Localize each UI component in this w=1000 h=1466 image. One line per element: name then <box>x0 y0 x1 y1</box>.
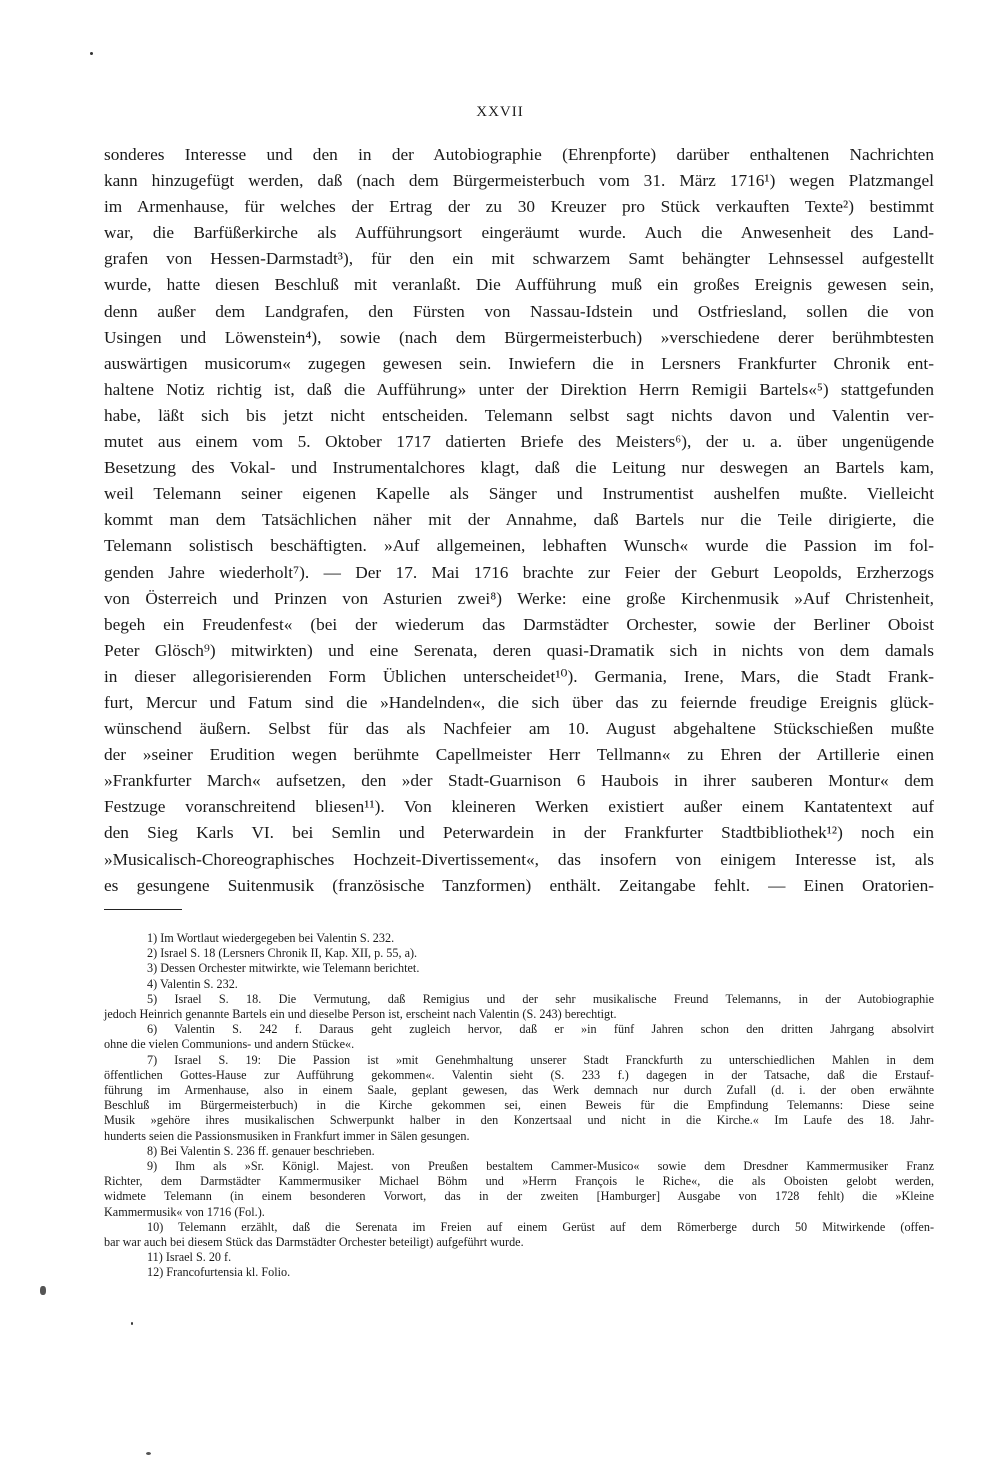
footnote <box>104 961 934 976</box>
body-line: »Musicalisch-Choreographisches Hochzeit-Divertissement«, das insofern von einigem Interesse ist, als <box>104 849 934 869</box>
body-line: wünschend äußern. Selbst für das als Nachfeier am 10. August abgehaltene Stückschießen mußte <box>104 719 934 739</box>
body-line: Telemann solistisch beschäftigten. »Auf allgemeinen, lebhaften Wunsch« wurde die Passion im fol- <box>104 536 934 556</box>
body-line: haltene Notiz richtig ist, daß die Aufführung» unter der Direktion Herrn Remigii Bartels«⁵) stattgefunden <box>104 379 934 399</box>
footnote <box>104 946 934 961</box>
body-line: es gesungene Suitenmusik (französische Tanzformen) enthält. Zeitangabe fehlt. — Einen Oratorien- <box>104 875 934 895</box>
body-text <box>104 142 934 899</box>
scan-speck <box>90 52 93 55</box>
footnote-line: führung im Armenhause, also in einem Saale, geplant gewesen, das Werk demnach nur durch Zufall (d. i. der oben erwähnte <box>104 1083 934 1098</box>
footnote-line: 2) Israel S. 18 (Lersners Chronik II, Kap. XII, p. 55, a). <box>147 946 418 961</box>
body-line: mutet aus einem vom 5. Oktober 1717 datierten Briefe des Meisters⁶), der u. a. über ungenügende <box>104 432 934 452</box>
footnote <box>104 1053 934 1144</box>
body-line: begeh ein Freudenfest« (bei der wiederum das Darmstädter Orchester, sowie der Berliner Oboist <box>104 614 934 634</box>
body-line: der »seiner Erudition wegen berühmte Capellmeister Herr Tellmann« zu Ehren der Artillerie einen <box>104 745 934 765</box>
footnote-line: bar war auch bei diesem Stück das Darmstädter Orchester beteiligt) aufgeführt wurde. <box>104 1235 524 1250</box>
body-line: habe, läßt sich bis jetzt nicht entscheiden. Telemann selbst sagt nichts davon und Valentin ver- <box>104 405 934 425</box>
scan-speck <box>146 1452 151 1455</box>
footnote-line: 8) Bei Valentin S. 236 ff. genauer beschrieben. <box>147 1143 375 1158</box>
footnote <box>104 977 934 992</box>
footnote-line: ohne die vielen Communions- und andern Stücke«. <box>104 1037 355 1052</box>
footnote-line: 1) Im Wortlaut wiedergegeben bei Valentin S. 232. <box>147 931 395 945</box>
footnote-line: 11) Israel S. 20 f. <box>147 1250 232 1265</box>
body-line: Peter Glösch⁹) mitwirkten) und eine Serenata, deren quasi-Dramatik sich in nichts von dem damals <box>104 640 934 660</box>
body-line: Festzuge voranschreitend bliesen¹¹). Von kleineren Werken existiert außer einem Kantatentext auf <box>104 797 934 817</box>
footnote-line: Beschluß im Bürgermeisterbuch) in die Kirche gekommen sei, einen Beweis für die Empfindung Telemanns: Diese seine <box>104 1098 934 1113</box>
body-line: genden Jahre wiederholt⁷). — Der 17. Mai 1716 brachte zur Feier der Geburt Leopolds, Erzherzogs <box>104 562 934 582</box>
footnote-line: Kammermusik« von 1716 (Fol.). <box>104 1204 265 1219</box>
footnote <box>104 992 934 1022</box>
footnote <box>104 1144 934 1159</box>
footnote <box>104 1159 934 1220</box>
footnote-line: 6) Valentin S. 242 f. Daraus geht zugleich hervor, daß er »in fünf Jahren schon den dritten Jahrgang absolvirt <box>147 1022 934 1037</box>
body-line: Besetzung des Vokal- und Instrumentalchores klagt, daß die Leitung nur deswegen an Bartels kam, <box>104 458 934 478</box>
footnote-line: Richter, dem Darmstädter Kammermusiker Michael Böhm und »Herrn François le Riche«, die als Oboisten gelobt werden, <box>104 1174 934 1189</box>
body-line: Usingen und Löwenstein⁴), sowie (nach dem Bürgermeisterbuch) »verschiedene derer berühmbtesten <box>104 327 934 347</box>
footnote-line: 7) Israel S. 19: Die Passion ist »mit Genehmhaltung unserer Stadt Franckfurth zu unterschiedlichen Mahlen in dem <box>147 1052 934 1067</box>
body-line: »Frankfurter March« aufsetzen, den »der Stadt-Guarnison 6 Haubois in ihrer sauberen Montur« dem <box>104 771 934 791</box>
body-line: sonderes Interesse und den in der Autobiographie (Ehrenpforte) darüber enthaltenen Nachrichten <box>104 145 934 164</box>
body-line: denn außer dem Landgrafen, den Fürsten von Nassau-Idstein und Ostfriesland, sollen die von <box>104 301 934 321</box>
body-line: furt, Mercur und Fatum sind die »Handelnden«, die sich über das zu feiernde freudige Ereignis glück- <box>104 692 934 712</box>
footnote-rule <box>104 909 182 910</box>
body-line: auswärtigen musicorum« zugegen gewesen sein. Inwiefern die in Lersners Frankfurter Chronik ent- <box>104 353 934 373</box>
body-line: wurde, hatte diesen Beschluß mit veranlaßt. Die Aufführung muß ein großes Ereignis gewesen sein, <box>104 275 934 295</box>
body-line: von Österreich und Prinzen von Asturien zwei⁸) Werke: eine große Kirchenmusik »Auf Christenheit, <box>104 588 934 608</box>
scan-speck <box>40 1286 46 1295</box>
footnote <box>104 931 934 946</box>
footnote-line: widmete Telemann (in einem besonderen Vorwort, das in der zweiten [Hamburger] Ausgabe von 1728 fehlt) die »Kleine <box>104 1189 934 1204</box>
footnote-line: 10) Telemann erzählt, daß die Serenata im Freien auf einem Gerüst auf dem Römerberge durch 50 Mitwirkende (offen- <box>147 1219 934 1234</box>
footnote-line: hunderts seien die Passionsmusiken in Frankfurt immer in Sälen gesungen. <box>104 1128 470 1143</box>
body-line: den Sieg Karls VI. bei Semlin und Peterwardein in der Frankfurter Stadtbibliothek¹²) noch ein <box>104 823 934 843</box>
footnotes <box>104 931 934 1281</box>
body-line: grafen von Hessen-Darmstadt³), für den ein mit schwarzem Samt behängter Lehnsessel aufgestellt <box>104 249 934 269</box>
footnote-line: jedoch Heinrich genannte Bartels ein und dieselbe Person ist, erscheint nach Valentin (S. 243) berechtigt. <box>104 1007 617 1022</box>
footnote <box>104 1250 934 1265</box>
footnote-line: 5) Israel S. 18. Die Vermutung, daß Remigius und der sehr musikalische Freund Telemanns, in der Autobiographie <box>147 991 934 1006</box>
footnote-line: Musik »gehöre ihres musikalischen Schwerpunkt halber in den Konzertsaal und nicht in die Kirche.« Im Laufe des 18. Jahr- <box>104 1113 934 1128</box>
body-line: im Armenhause, für welches der Ertrag der zu 30 Kreuzer pro Stück verkauften Texte²) bestimmt <box>104 197 934 217</box>
footnote <box>104 1265 934 1280</box>
body-line: in dieser allegorisierenden Form Üblichen unterscheidet¹⁰). Germania, Irene, Mars, die Stadt Frank- <box>104 666 934 686</box>
body-line: weil Telemann seiner eigenen Kapelle als Sänger und Instrumentist aushelfen mußte. Vielleicht <box>104 484 934 504</box>
body-line: war, die Barfüßerkirche als Aufführungsort eingeräumt wurde. Auch die Anwesenheit des Land- <box>104 223 934 243</box>
scan-speck <box>131 1322 133 1325</box>
footnote <box>104 1022 934 1052</box>
footnote-line: 9) Ihm als »Sr. Königl. Majest. von Preußen bestaltem Cammer-Musico« sowie dem Dresdner Kammermusiker Franz <box>147 1159 934 1174</box>
footnote-line: 4) Valentin S. 232. <box>147 976 238 991</box>
footnote-line: 12) Francofurtensia kl. Folio. <box>147 1265 291 1280</box>
body-line: kommt man dem Tatsächlichen näher mit der Annahme, daß Bartels nur die Teile dirigierte, die <box>104 510 934 530</box>
body-line: kann hinzugefügt werden, daß (nach dem Bürgermeisterbuch vom 31. März 1716¹) wegen Platzmangel <box>104 171 934 191</box>
footnote <box>104 1220 934 1250</box>
footnote-line: öffentlichen Gottes-Hause zur Aufführung gekommen«. Valentin sieht (S. 233 f.) dagegen in der Tatsache, daß die Erstauf- <box>104 1067 934 1082</box>
footnote-line: 3) Dessen Orchester mitwirkte, wie Telemann berichtet. <box>147 961 420 976</box>
page-number: XXVII <box>476 104 524 120</box>
